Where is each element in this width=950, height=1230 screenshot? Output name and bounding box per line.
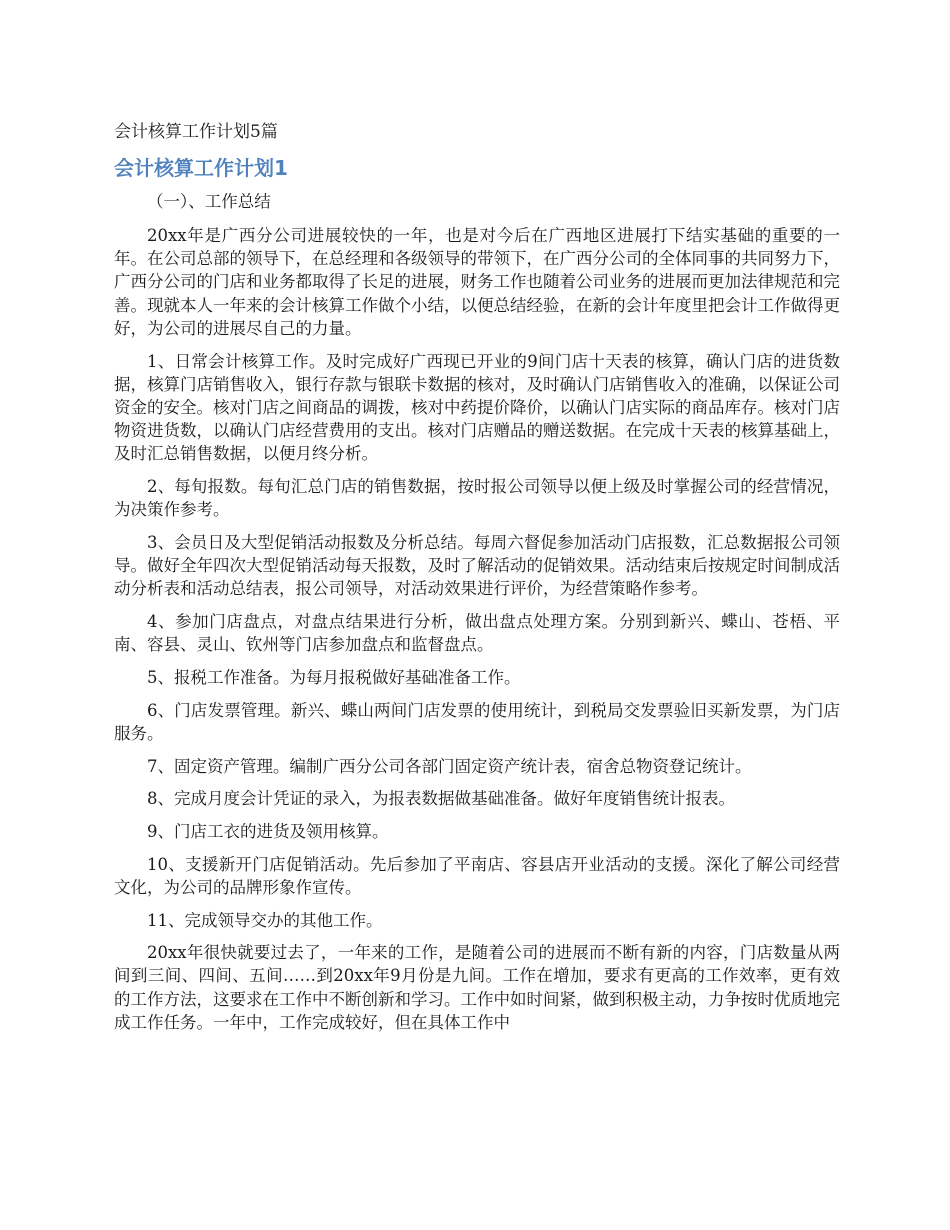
- paragraph-item-11: 11、完成领导交办的其他工作。: [147, 910, 383, 930]
- paragraph-item-2: 2、每旬报数。每旬汇总门店的销售数据，按时报公司领导以便上级及时掌握公司的经营情况，为决策作参考。: [114, 477, 840, 520]
- paragraph-item-3: 3、会员日及大型促销活动报数及分析总结。每周六督促参加活动门店报数，汇总数据报公司领导。做好全年四次大型促销活动每天报数，及时了解活动的促销效果。活动结束后按规定时间制成活动分析表和活动总结表，报公司领导，对活动效果进行评价，为经营策略作参考。: [114, 532, 840, 599]
- sub-heading: （一）、工作总结: [147, 192, 271, 211]
- paragraph-item-9: 9、门店工衣的进货及领用核算。: [147, 821, 389, 841]
- document-page: [114, 120, 840, 1044]
- paragraph-item-10: 10、支援新开门店促销活动。先后参加了平南店、容县店开业活动的支援。深化了解公司经营文化，为公司的品牌形象作宣传。: [114, 854, 840, 897]
- section-heading: 会计核算工作计划1: [114, 156, 288, 180]
- paragraph-item-1: 1、日常会计核算工作。及时完成好广西现已开业的9间门店十天表的核算，确认门店的进货数据，核算门店销售收入，银行存款与银联卡数据的核对，及时确认门店销售收入的准确，以保证公司资金的安全。核对门店之间商品的调拨，核对中药提价降价，以确认门店实际的商品库存。核对门店物资进货数，以确认门店经营费用的支出。核对门店赠品的赠送数据。在完成十天表的核算基础上，及时汇总销售数据，以便月终分析。: [114, 351, 840, 464]
- paragraph-item-8: 8、完成月度会计凭证的录入，为报表数据做基础准备。做好年度销售统计报表。: [147, 789, 735, 809]
- paragraph-intro: 20xx年是广西分公司进展较快的一年，也是对今后在广西地区进展打下结实基础的重要的一年。在公司总部的领导下，在总经理和各级领导的带领下，在广西分公司的全体同事的共同努力下，广西分公司的门店和业务都取得了长足的进展，财务工作也随着公司业务的进展而更加法律规范和完善。现就本人一年来的会计核算工作做个小结，以便总结经验，在新的会计年度里把会计工作做得更好，为公司的进展尽自己的力量。: [114, 226, 840, 338]
- paragraph-item-6: 6、门店发票管理。新兴、蝶山两间门店发票的使用统计，到税局交发票验旧买新发票，为门店服务。: [114, 700, 840, 743]
- paragraph-item-5: 5、报税工作准备。为每月报税做好基础准备工作。: [147, 667, 521, 687]
- paragraph-closing: 20xx年很快就要过去了，一年来的工作，是随着公司的进展而不断有新的内容，门店数量从两间到三间、四间、五间……到20xx年9月份是九间。工作在增加，要求有更高的工作效率，更有效的工作方法，这要求在工作中不断创新和学习。工作中如时间紧，做到积极主动，力争按时优质地完成工作任务。一年中，工作完成较好，但在具体工作中: [114, 943, 840, 1032]
- document-title: 会计核算工作计划5篇: [114, 122, 278, 142]
- paragraph-item-4: 4、参加门店盘点，对盘点结果进行分析，做出盘点处理方案。分别到新兴、蝶山、苍梧、平南、容县、灵山、钦州等门店参加盘点和监督盘点。: [114, 612, 840, 655]
- paragraph-item-7: 7、固定资产管理。编制广西分公司各部门固定资产统计表，宿舍总物资登记统计。: [147, 756, 752, 776]
